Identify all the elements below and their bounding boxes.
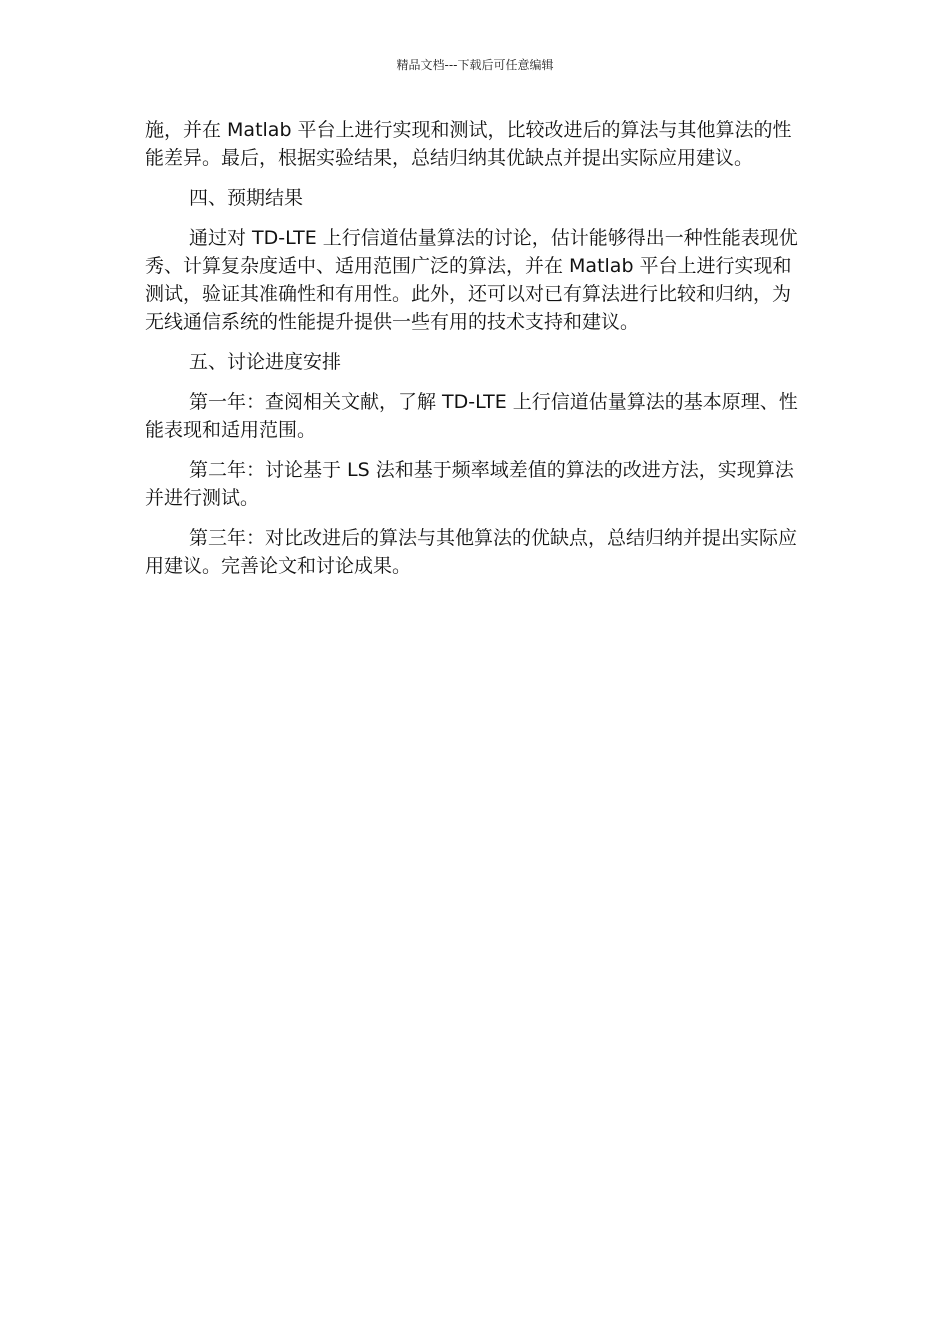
section-heading-expected-results: 四、预期结果	[189, 187, 304, 209]
schedule-year-two: 第二年：讨论基于 LS 法和基于频率域差值的算法的改进方法，实现算法并进行测试。	[145, 459, 794, 509]
section-heading-schedule: 五、讨论进度安排	[189, 351, 342, 373]
document-body	[145, 116, 807, 592]
schedule-year-three: 第三年：对比改进后的算法与其他算法的优缺点，总结归纳并提出实际应用建议。完善论文和讨论成果。	[145, 527, 798, 577]
expected-results-paragraph: 通过对 TD-LTE 上行信道估量算法的讨论，估计能够得出一种性能表现优秀、计算复杂度适中、适用范围广泛的算法，并在 Matlab 平台上进行实现和测试，验证其准确性和有用性。此外，还可以对已有算法进行比较和归纳，为无线通信系统的性能提升提供一些有用的技术支持和建议。	[145, 227, 798, 333]
continuation-paragraph: 施，并在 Matlab 平台上进行实现和测试，比较改进后的算法与其他算法的性能差异。最后，根据实验结果，总结归纳其优缺点并提出实际应用建议。	[145, 119, 792, 169]
page-header: 精品文档---下载后可任意编辑	[396, 58, 554, 72]
schedule-year-one: 第一年：查阅相关文献，了解 TD-LTE 上行信道估量算法的基本原理、性能表现和适用范围。	[145, 391, 798, 441]
